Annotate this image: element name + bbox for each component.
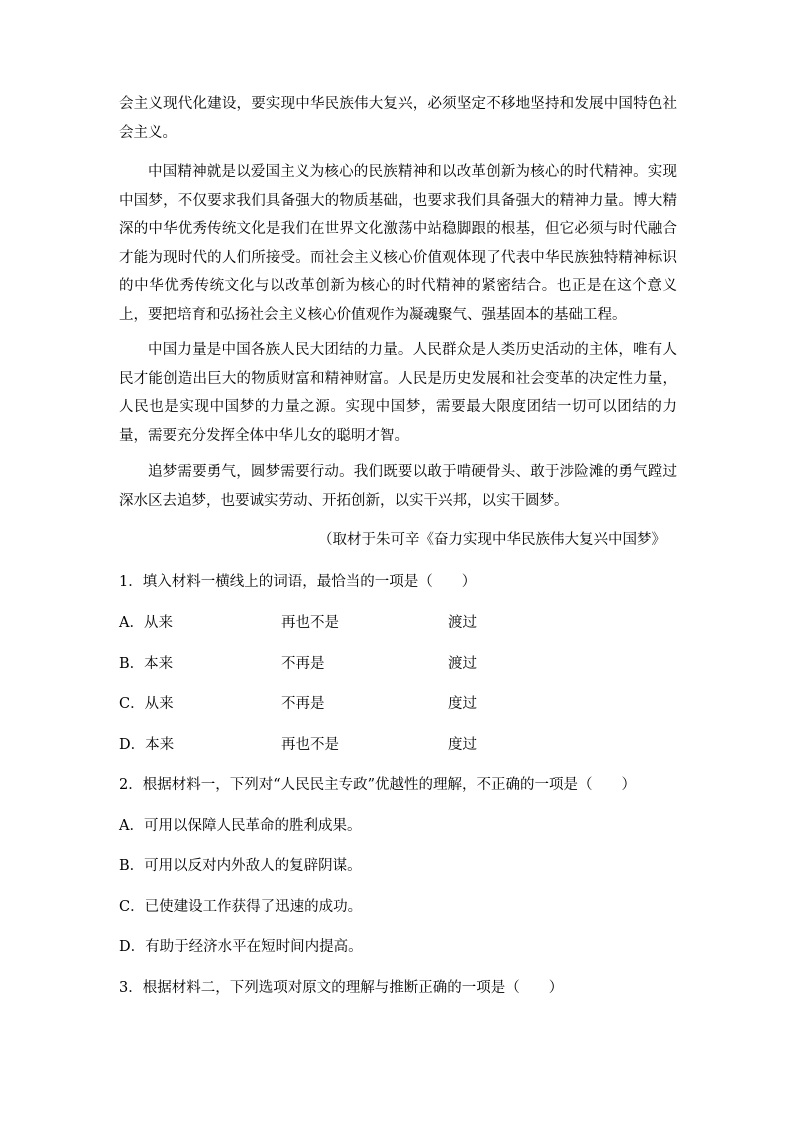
option-c-word-1: C．从来 <box>119 696 174 712</box>
option-c-word-3: 度过 <box>448 696 477 712</box>
option-b-word-2: 不再是 <box>281 656 325 672</box>
question-1-option-b <box>119 652 679 674</box>
passage-paragraph-continuation: 会主义现代化建设，要实现中华民族伟大复兴，必须坚定不移地坚持和发展中国特色社会主义。 <box>119 96 677 141</box>
question-2-option-d: D．有助于经济水平在短时间内提高。 <box>119 939 363 955</box>
question-1-option-c <box>119 692 679 714</box>
question-1-option-a <box>119 611 679 633</box>
question-2-option-c: C．已使建设工作获得了迅速的成功。 <box>119 899 363 915</box>
option-d-word-2: 再也不是 <box>281 737 339 753</box>
passage-paragraph-pursuing-dream: 追梦需要勇气，圆梦需要行动。我们既要以敢于啃硬骨头、敢于涉险滩的勇气蹚过深水区去追梦，也要诚实劳动、开拓创新，以实干兴邦，以实干圆梦。 <box>119 464 677 509</box>
option-a-word-2: 再也不是 <box>281 615 339 631</box>
question-2-option-b: B．可用以反对内外敌人的复辟阴谋。 <box>119 858 362 874</box>
passage-paragraph-chinese-spirit: 中国精神就是以爱国主义为核心的民族精神和以改革创新为核心的时代精神。实现中国梦，不仅要求我们具备强大的物质基础，也要求我们具备强大的精神力量。博大精深的中华优秀传统文化是我们在世界文化激荡中站稳脚跟的根基，但它必须与时代融合才能为现时代的人们所接受。而社会主义核心价值观体现了代表中华民族独特精神标识的中华优秀传统文化与以改革创新为核心的时代精神的紧密结合。也正是在这个意义上，要把培育和弘扬社会主义核心价值观作为凝魂聚气、强基固本的基础工程。 <box>119 164 677 323</box>
question-3-stem: 3．根据材料二，下列选项对原文的理解与推断正确的一项是（ ） <box>119 980 564 996</box>
option-b-word-1: B．本来 <box>119 656 174 672</box>
option-a-word-3: 渡过 <box>448 615 477 631</box>
option-b-word-3: 渡过 <box>448 656 477 672</box>
option-c-word-2: 不再是 <box>281 696 325 712</box>
passage-paragraph-chinese-strength: 中国力量是中国各族人民大团结的力量。人民群众是人类历史活动的主体，唯有人民才能创造出巨大的物质财富和精神财富。人民是历史发展和社会变革的决定性力量，人民也是实现中国梦的力量之源。实现中国梦，需要最大限度团结一切可以团结的力量，需要充分发挥全体中华儿女的聪明才智。 <box>119 342 677 444</box>
option-a-word-1: A．从来 <box>119 615 173 631</box>
question-2-stem: 2．根据材料一，下列对“人民民主专政”优越性的理解，不正确的一项是（ ） <box>119 777 637 793</box>
question-2-option-a: A．可用以保障人民革命的胜利成果。 <box>119 818 362 834</box>
question-1-option-d <box>119 733 679 755</box>
passage-source: （取材于朱可辛《奋力实现中华民族伟大复兴中国梦》 <box>318 532 666 548</box>
option-d-word-3: 度过 <box>448 737 477 753</box>
option-d-word-1: D．本来 <box>119 737 175 753</box>
question-1-stem: 1．填入材料一横线上的词语，最恰当的一项是（ ） <box>119 574 477 590</box>
